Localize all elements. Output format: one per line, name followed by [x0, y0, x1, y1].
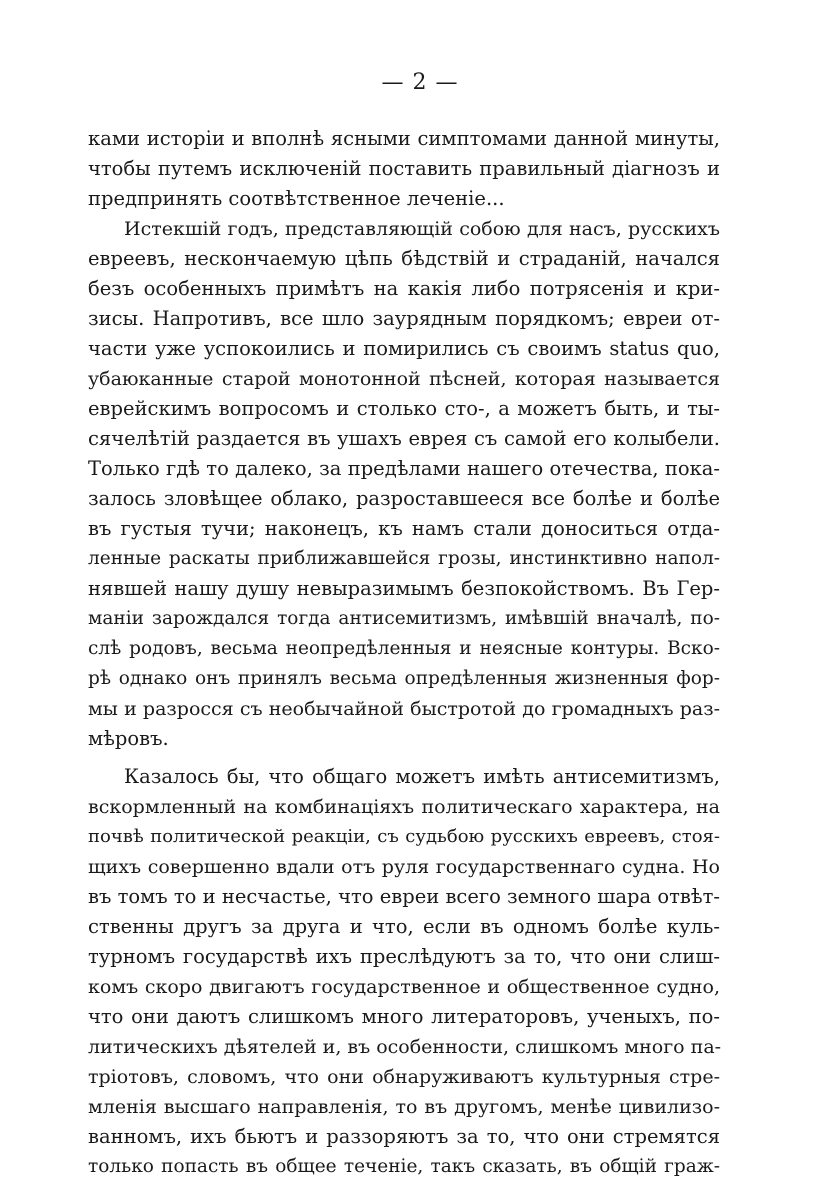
text-line: слѣ родовъ, весьма неопредѣленныя и неясные контуры. Вско-: [88, 638, 720, 659]
text-line: что они даютъ слишкомъ много литераторовъ, ученыхъ, по-: [88, 1005, 720, 1028]
text-line: почвѣ политической реакціи, съ судьбою русскихъ евреевъ, стоя-: [88, 826, 720, 847]
text-line: литическихъ дѣятелей и, въ особенности, слишкомъ много па-: [88, 1036, 722, 1058]
text-line: вскормленный на комбинаціяхъ политическаго характера, на: [88, 796, 720, 818]
text-line: мы и разросся съ необычайной быстротой до громадныхъ раз-: [88, 698, 720, 720]
text-line: части уже успокоились и помирились съ своимъ status quo,: [88, 337, 720, 360]
text-line: Только гдѣ то далеко, за предѣлами нашего отечества, пока-: [88, 457, 720, 480]
text-line: въ густыя тучи; наконецъ, къ намъ стали доноситься отда-: [88, 517, 720, 540]
text-line: безъ особенныхъ примѣтъ на какія либо потрясенія и кри-: [88, 277, 720, 300]
text-line: комъ скоро двигаютъ государственное и общественное судно,: [88, 976, 720, 998]
text-line: мѣровъ.: [88, 727, 169, 750]
paragraph-2: [88, 214, 720, 754]
text-line: турномъ государствѣ ихъ преслѣдуютъ за то, что они слиш-: [88, 945, 720, 968]
text-line: ленные раскаты приближавшейся грозы, инстинктивно напол-: [88, 548, 720, 569]
paragraph-1: [88, 124, 720, 214]
text-line: ванномъ, ихъ бьютъ и раззоряютъ за то, что они стремятся: [88, 1125, 720, 1148]
text-line: тріотовъ, словомъ, что они обнаруживаютъ культурныя стре-: [88, 1066, 720, 1088]
text-line: Казалось бы, что общаго можетъ имѣть антисемитизмъ,: [124, 765, 720, 788]
text-line: еврейскимъ вопросомъ и столько сто-, а можетъ быть, и ты-: [88, 397, 720, 420]
text-line: евреевъ, нескончаемую цѣпь бѣдствій и страданій, начался: [88, 247, 720, 270]
text-line: мленія высшаго направленія, то въ другомъ, менѣе цивилизо-: [88, 1096, 720, 1118]
text-line: предпринять соотвѣтственное леченіе...: [88, 187, 505, 210]
text-line: сячелѣтій раздается въ ушахъ еврея съ самой его колыбели.: [88, 427, 720, 450]
paragraph-spacer: [88, 754, 720, 762]
text-line: только попасть въ общее теченіе, такъ сказать, въ общій граж-: [88, 1156, 720, 1177]
paragraph-3: [88, 762, 720, 1182]
text-line: ками исторіи и вполнѣ ясными симптомами данной минуты,: [88, 127, 720, 150]
page-number: — 2 —: [381, 70, 459, 95]
text-line: убаюканные старой монотонной пѣсней, которая называется: [88, 368, 720, 390]
text-line: нявшей нашу душу невыразимымъ безпокойствомъ. Въ Гер-: [88, 577, 720, 600]
text-line: маніи зарождался тогда антисемитизмъ, имѣвшій вначалѣ, по-: [88, 608, 720, 629]
text-line: чтобы путемъ исключеній поставить правильный діагнозъ и: [88, 157, 720, 180]
body-text: [88, 124, 720, 1182]
text-line: рѣ однако онъ принялъ весьма опредѣленныя жизненныя фор-: [88, 668, 720, 689]
text-line: ственны другъ за друга и что, если въ одномъ болѣе куль-: [88, 915, 720, 938]
text-line: щихъ совершенно вдали отъ руля государственнаго судна. Но: [88, 856, 720, 878]
text-line: зисы. Напротивъ, все шло заурядным порядкомъ; евреи от-: [88, 307, 720, 330]
text-line: Истекшій годъ, представляющій собою для насъ, русскихъ: [124, 218, 720, 240]
text-line: въ томъ то и несчастье, что евреи всего земного шара отвѣт-: [88, 885, 720, 908]
text-line: залось зловѣщее облако, разроставшееся все болѣе и болѣе: [88, 487, 720, 510]
